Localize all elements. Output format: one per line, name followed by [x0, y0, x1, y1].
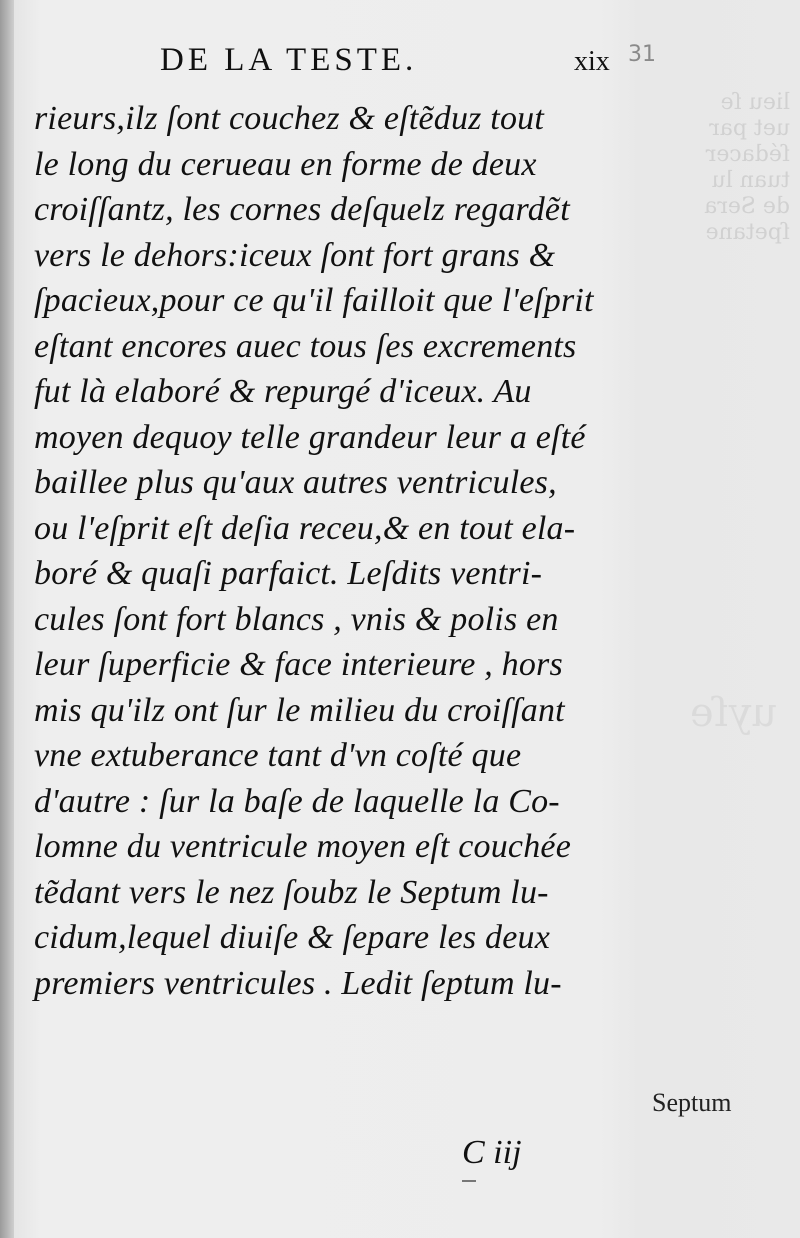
text-line: lomne du ventricule moyen eſt couchée	[34, 828, 572, 865]
text-line: cidum,lequel diuiſe & ſepare les deux	[34, 919, 550, 956]
text-line: ou l'eſprit eſt deſia receu,& en tout ela-	[34, 509, 576, 547]
text-line: boré & quaſi parfaict. Leſdits ventri-	[34, 555, 543, 592]
text-line: tẽdant vers le nez ſoubz le Septum lu-	[34, 873, 549, 911]
running-head: DE LA TESTE.	[160, 42, 418, 78]
text-line: eſtant encores auec tous ſes excrements	[34, 327, 577, 365]
text-line: ſpacieux,pour ce qu'il failloit que l'eſprit	[34, 282, 594, 319]
text-line: leur ſuperficie & face interieure , hors	[34, 646, 563, 683]
text-line: cules ſont fort blancs , vnis & polis en	[34, 600, 559, 638]
footer-dash	[462, 1180, 476, 1182]
folio-number: xix	[574, 46, 610, 77]
text-line: premiers ventricules . Ledit ſeptum lu-	[34, 964, 562, 1002]
text-line: le long du cerueau en forme de deux	[34, 145, 537, 183]
text-line: fut là elaboré & repurgé d'iceux. Au	[34, 373, 532, 410]
text-line: baillee plus qu'aux autres ventricules,	[34, 464, 557, 501]
text-line: vne extuberance tant d'vn coſté que	[34, 737, 522, 774]
text-line: d'autre : ſur la baſe de laquelle la Co-	[34, 782, 560, 820]
pencil-page-number: 31	[628, 42, 656, 67]
text-line: vers le dehors:iceux ſont fort grans &	[34, 236, 556, 274]
text-line: mis qu'ilz ont ſur le milieu du croiſſant	[34, 691, 565, 729]
signature-mark: C iij	[462, 1134, 522, 1171]
text-line: moyen dequoy telle grandeur leur a eſté	[34, 418, 586, 456]
margin-note: Septum	[652, 1088, 732, 1117]
binding-shadow	[0, 0, 14, 1238]
text-line: rieurs,ilz ſont couchez & eſtẽduz tout	[34, 100, 544, 137]
show-through-text: lieu ſe uet par ſédacer tuan lu de Sera ſpetane	[704, 90, 790, 245]
body-text	[34, 96, 634, 1006]
show-through-word: uyſe	[690, 690, 777, 736]
text-line: croiſſantz, les cornes deſquelz regardẽt	[34, 191, 570, 228]
